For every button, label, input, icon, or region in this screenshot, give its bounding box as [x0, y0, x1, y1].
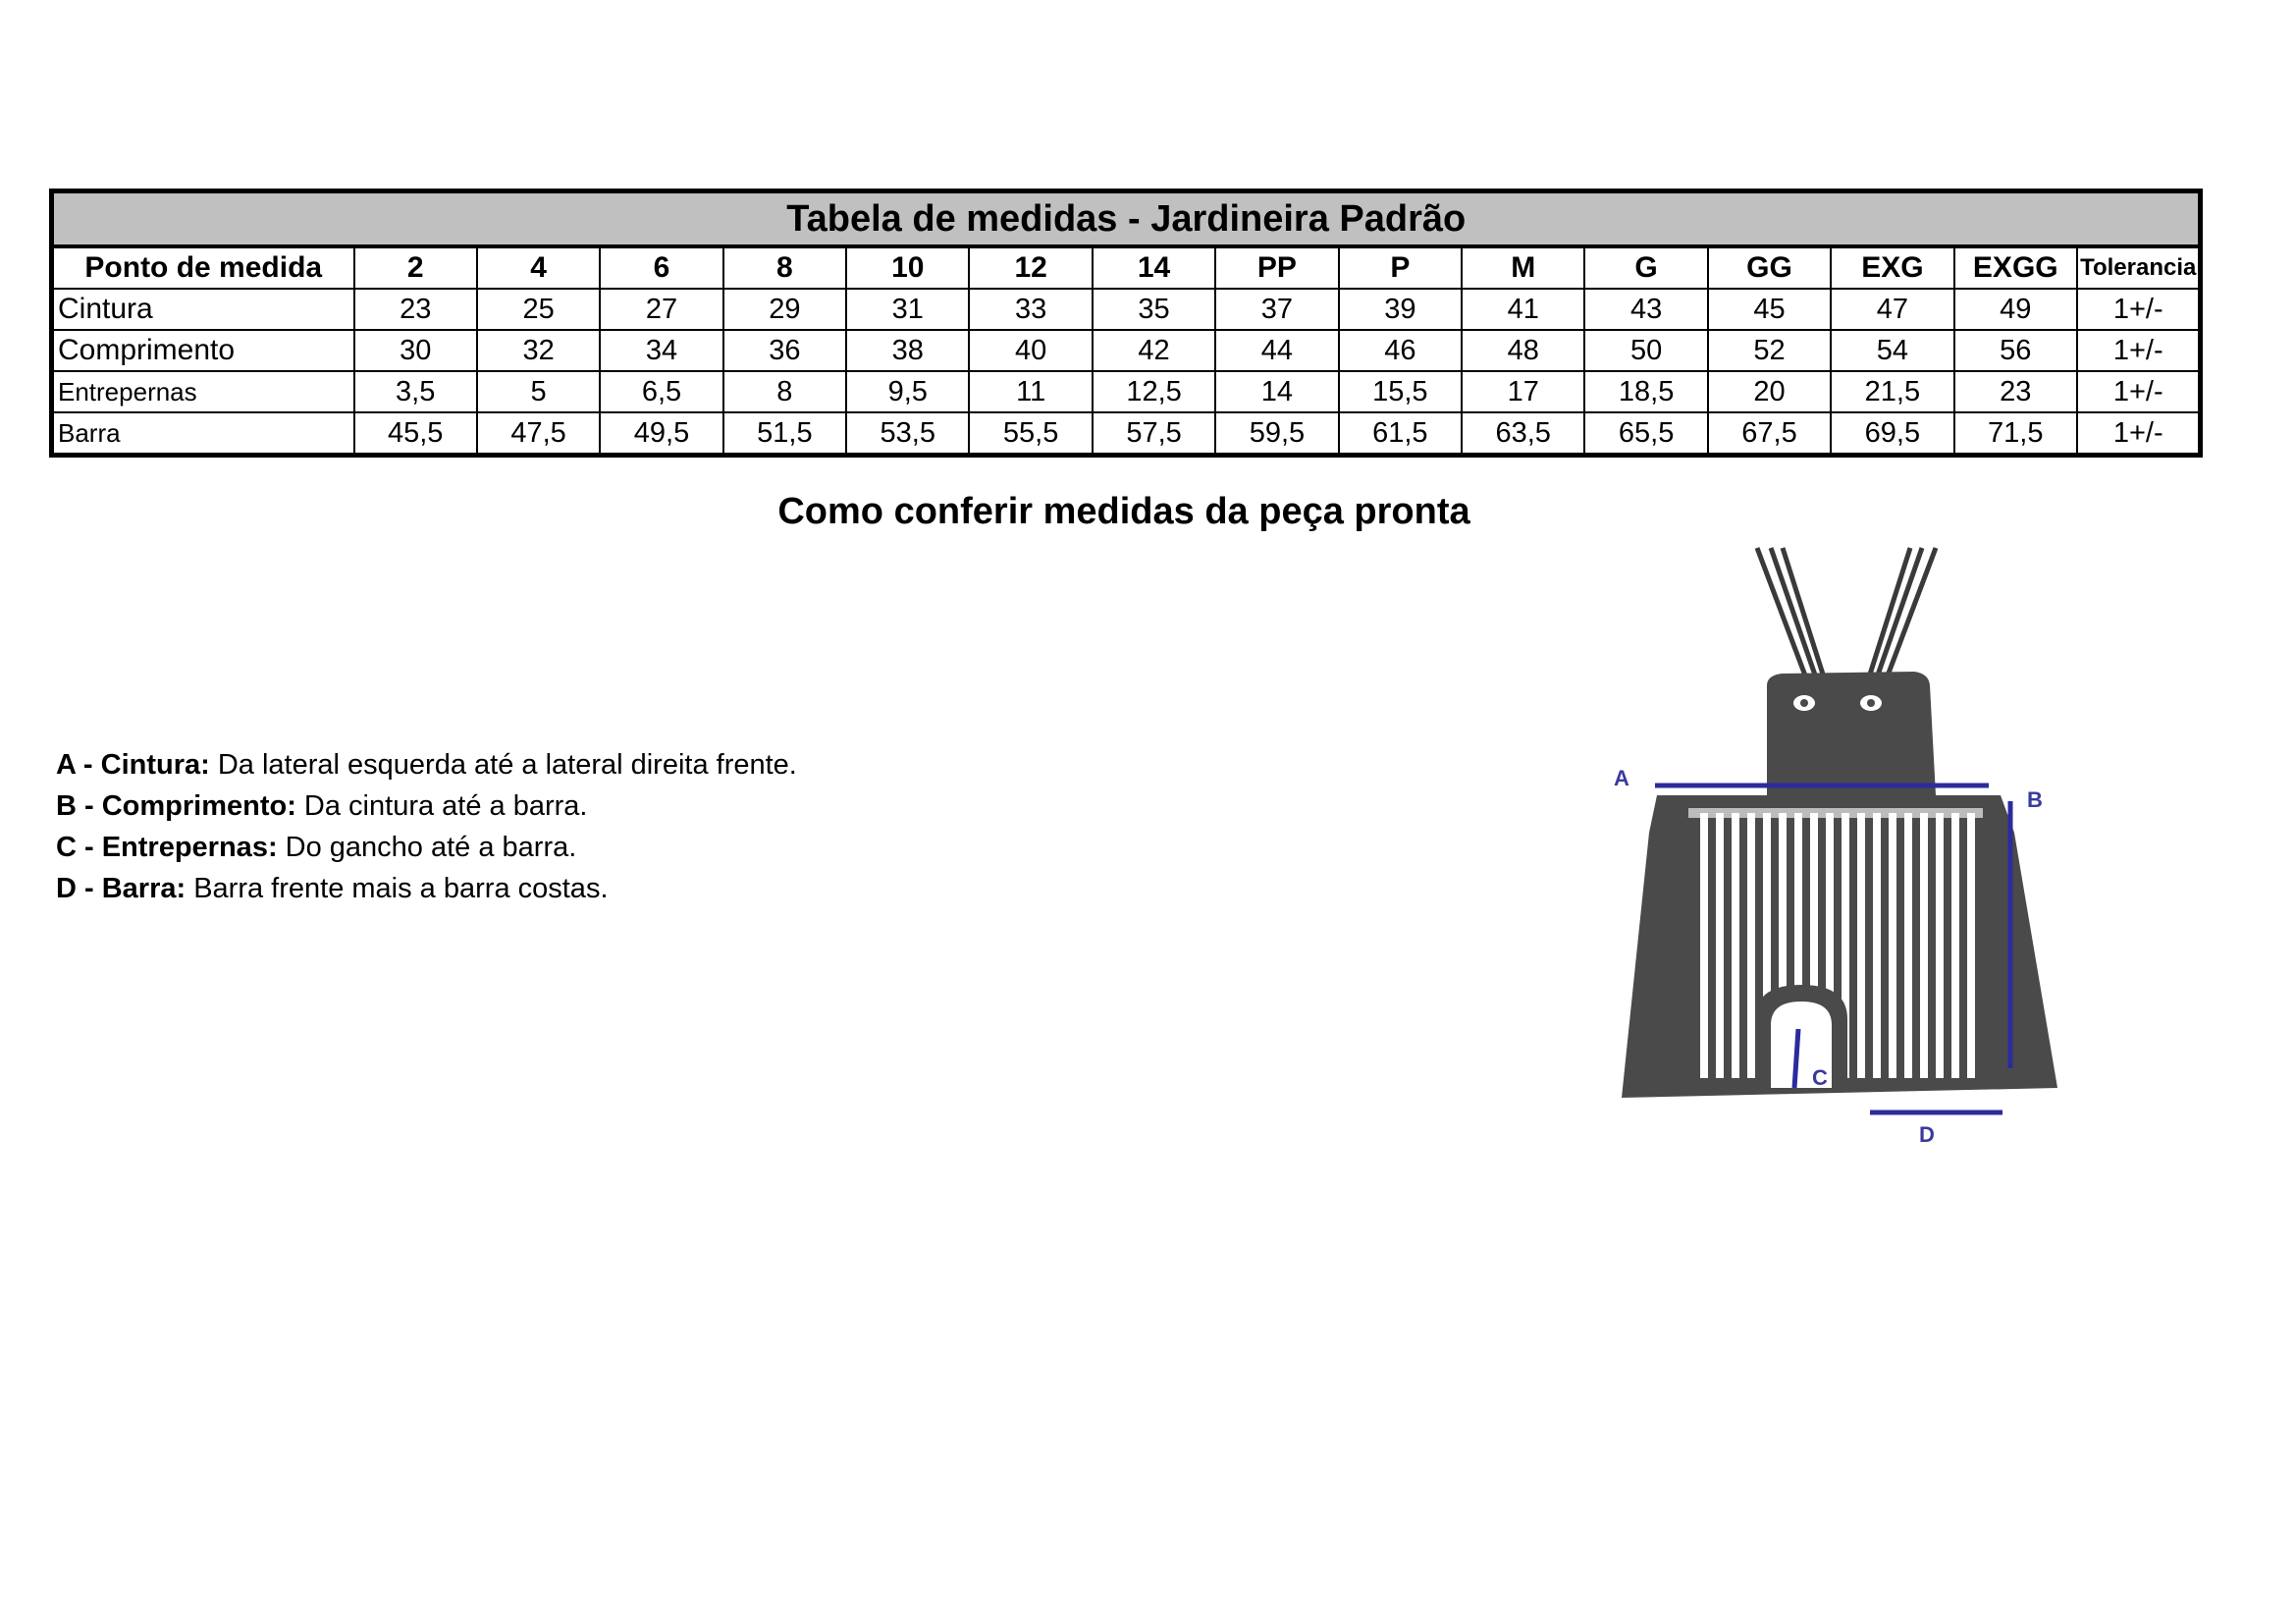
table-cell: 61,5 — [1339, 412, 1462, 456]
legend-desc: Do gancho até a barra. — [277, 832, 577, 863]
overall-diagram — [1590, 538, 2101, 1166]
table-cell: 41 — [1462, 289, 1584, 330]
table-cell: 9,5 — [846, 371, 969, 412]
table-cell: 21,5 — [1831, 371, 1953, 412]
table-cell: 11 — [969, 371, 1092, 412]
column-header-size: 8 — [723, 246, 846, 289]
column-header-size: 4 — [477, 246, 600, 289]
legend-term: A - Cintura: — [56, 749, 210, 781]
column-header-size: GG — [1708, 246, 1831, 289]
table-cell: 5 — [477, 371, 600, 412]
table-cell: 51,5 — [723, 412, 846, 456]
column-header-size: P — [1339, 246, 1462, 289]
column-header-point: Ponto de medida — [52, 246, 354, 289]
tolerance-cell: 1+/- — [2077, 412, 2201, 456]
table-cell: 31 — [846, 289, 969, 330]
row-label: Barra — [52, 412, 354, 456]
table-cell: 65,5 — [1584, 412, 1707, 456]
table-cell: 47,5 — [477, 412, 600, 456]
legend-desc: Barra frente mais a barra costas. — [186, 873, 609, 904]
table-cell: 57,5 — [1093, 412, 1215, 456]
legend-term: B - Comprimento: — [56, 790, 296, 822]
legend-item-b — [56, 785, 797, 827]
legend-item-c — [56, 827, 797, 868]
column-header-size: M — [1462, 246, 1584, 289]
table-cell: 40 — [969, 330, 1092, 371]
column-header-size: PP — [1215, 246, 1338, 289]
table-cell: 55,5 — [969, 412, 1092, 456]
table-cell: 39 — [1339, 289, 1462, 330]
column-header-size: 12 — [969, 246, 1092, 289]
table-cell: 63,5 — [1462, 412, 1584, 456]
table-header-row — [52, 246, 2201, 289]
tolerance-cell: 1+/- — [2077, 289, 2201, 330]
table-cell: 49 — [1954, 289, 2077, 330]
table-body — [52, 289, 2201, 456]
column-header-size: EXGG — [1954, 246, 2077, 289]
legend-term: C - Entrepernas: — [56, 832, 278, 863]
how-to-title: Como conferir medidas da peça pronta — [777, 491, 1470, 532]
column-header-tolerance: Tolerancia — [2077, 246, 2201, 289]
table-cell: 27 — [600, 289, 722, 330]
table-cell: 12,5 — [1093, 371, 1215, 412]
table-cell: 56 — [1954, 330, 2077, 371]
table-cell: 45,5 — [354, 412, 477, 456]
table-cell: 20 — [1708, 371, 1831, 412]
table-cell: 47 — [1831, 289, 1953, 330]
tolerance-cell: 1+/- — [2077, 371, 2201, 412]
column-header-size: 6 — [600, 246, 722, 289]
table-row — [52, 289, 2201, 330]
table-title: Tabela de medidas - Jardineira Padrão — [52, 191, 2201, 247]
table-cell: 46 — [1339, 330, 1462, 371]
row-label: Entrepernas — [52, 371, 354, 412]
tolerance-cell: 1+/- — [2077, 330, 2201, 371]
table-cell: 6,5 — [600, 371, 722, 412]
legend-term: D - Barra: — [56, 873, 187, 904]
table-cell: 54 — [1831, 330, 1953, 371]
diagram-label-b: B — [2027, 787, 2043, 812]
table-cell: 3,5 — [354, 371, 477, 412]
table-cell: 48 — [1462, 330, 1584, 371]
diagram-label-c: C — [1812, 1065, 1828, 1090]
table-cell: 71,5 — [1954, 412, 2077, 456]
row-label: Comprimento — [52, 330, 354, 371]
diagram-label-a: A — [1614, 766, 1629, 790]
table-cell: 36 — [723, 330, 846, 371]
table-cell: 30 — [354, 330, 477, 371]
legend-item-a — [56, 744, 797, 785]
legend-desc: Da cintura até a barra. — [295, 790, 588, 822]
table-cell: 53,5 — [846, 412, 969, 456]
table-cell: 15,5 — [1339, 371, 1462, 412]
table-cell: 8 — [723, 371, 846, 412]
table-cell: 29 — [723, 289, 846, 330]
column-header-size: 14 — [1093, 246, 1215, 289]
row-label: Cintura — [52, 289, 354, 330]
legend-item-d — [56, 868, 797, 909]
table-cell: 32 — [477, 330, 600, 371]
table-cell: 59,5 — [1215, 412, 1338, 456]
table-cell: 69,5 — [1831, 412, 1953, 456]
table-cell: 50 — [1584, 330, 1707, 371]
table-cell: 34 — [600, 330, 722, 371]
measurement-table — [49, 189, 2203, 458]
table-cell: 43 — [1584, 289, 1707, 330]
table-cell: 45 — [1708, 289, 1831, 330]
table-cell: 14 — [1215, 371, 1338, 412]
table-cell: 18,5 — [1584, 371, 1707, 412]
table-row — [52, 412, 2201, 456]
column-header-size: EXG — [1831, 246, 1953, 289]
table-cell: 23 — [354, 289, 477, 330]
table-row — [52, 330, 2201, 371]
column-header-size: G — [1584, 246, 1707, 289]
table-cell: 33 — [969, 289, 1092, 330]
column-header-size: 10 — [846, 246, 969, 289]
bib — [1767, 672, 1936, 795]
table-cell: 23 — [1954, 371, 2077, 412]
measurement-legend — [56, 744, 797, 909]
table-cell: 42 — [1093, 330, 1215, 371]
diagram-label-d: D — [1919, 1122, 1935, 1147]
legend-desc: Da lateral esquerda até a lateral direita frente. — [209, 749, 797, 781]
table-cell: 52 — [1708, 330, 1831, 371]
table-cell: 35 — [1093, 289, 1215, 330]
table-cell: 38 — [846, 330, 969, 371]
table-row — [52, 371, 2201, 412]
column-header-size: 2 — [354, 246, 477, 289]
table-cell: 25 — [477, 289, 600, 330]
table-cell: 17 — [1462, 371, 1584, 412]
table-cell: 37 — [1215, 289, 1338, 330]
table-cell: 67,5 — [1708, 412, 1831, 456]
straps — [1757, 548, 1936, 683]
table-cell: 49,5 — [600, 412, 722, 456]
table-cell: 44 — [1215, 330, 1338, 371]
